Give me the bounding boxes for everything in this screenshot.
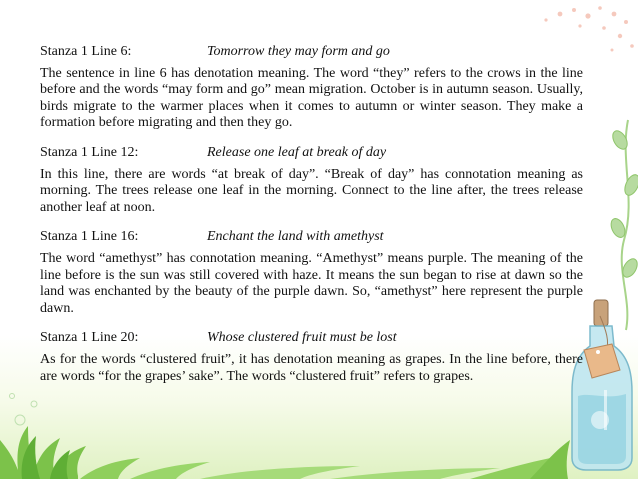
analysis-paragraph: In this line, there are words “at break of day”. “Break of day” has connotation meaning as morning. The trees release one leaf in the morning. Connect to the line after, the trees release another leaf at noon. xyxy=(40,166,583,215)
stanza-entry xyxy=(40,229,583,317)
line-reference: Stanza 1 Line 12: xyxy=(40,144,139,160)
entry-heading xyxy=(40,229,583,246)
quoted-line: Whose clustered fruit must be lost xyxy=(207,330,397,346)
entry-heading xyxy=(40,44,583,61)
analysis-paragraph: The sentence in line 6 has denotation meaning. The word “they” refers to the crows in the line before and the words “may form and go” mean migration. October is in autumn season. Usually, birds migrate to the warmer places when it comes to autumn or winter season. They make a formation before migrating and then they go. xyxy=(40,65,583,131)
entry-heading xyxy=(40,330,583,347)
vine-decoration xyxy=(608,120,638,330)
stanza-entry xyxy=(40,330,583,385)
stanza-entry xyxy=(40,145,583,216)
analysis-paragraph: The word “amethyst” has connotation meaning. “Amethyst” means purple. The meaning of the line before is the sun was still covered with haze. It means the sun began to rise at dawn so the land was enchanted by the beauty of the purple dawn. So, “amethyst” here represent the purple dawn. xyxy=(40,250,583,316)
analysis-paragraph: As for the words “clustered fruit”, it has denotation meaning as grapes. In the line before, there are words “for the grapes’ sake”. The words “clustered fruit” refers to grapes. xyxy=(40,351,583,384)
grass-decoration xyxy=(0,426,570,479)
line-reference: Stanza 1 Line 6: xyxy=(40,44,132,59)
line-reference: Stanza 1 Line 16: xyxy=(40,229,139,245)
quoted-line: Tomorrow they may form and go xyxy=(207,44,390,59)
line-reference: Stanza 1 Line 20: xyxy=(40,330,139,346)
bubble-decoration xyxy=(10,394,38,426)
document-body xyxy=(40,44,583,398)
quoted-line: Enchant the land with amethyst xyxy=(207,229,384,245)
stanza-entry xyxy=(40,44,583,132)
entry-heading xyxy=(40,145,583,162)
quoted-line: Release one leaf at break of day xyxy=(207,144,387,160)
